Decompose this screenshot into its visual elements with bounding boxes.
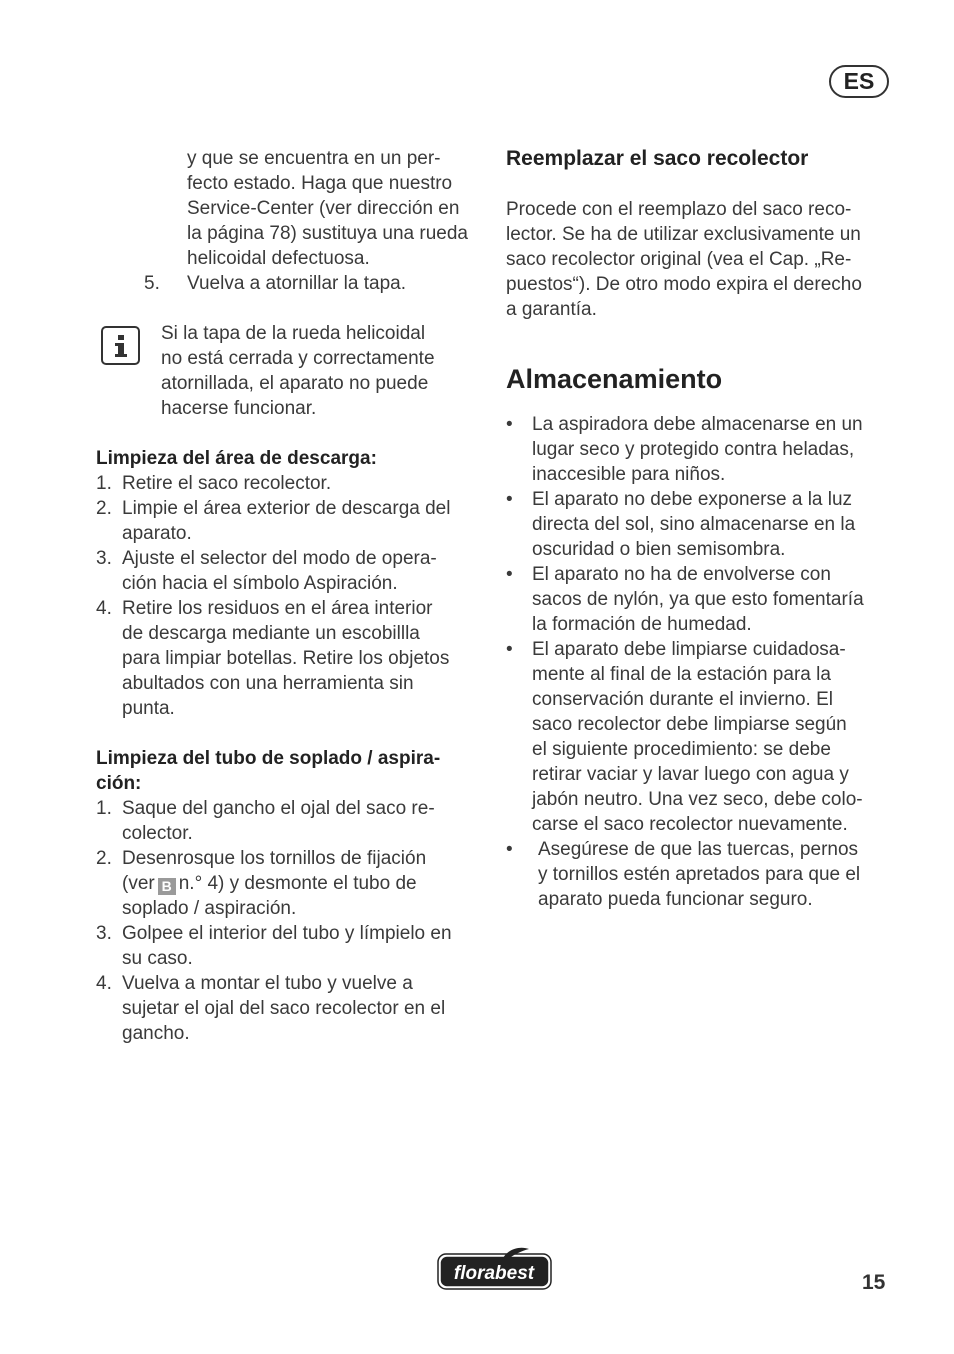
text-line: retirar vaciar y lavar luego con agua y: [532, 764, 849, 785]
text-line: n.° 4) y desmonte el tubo de: [178, 873, 417, 894]
bullet-text: [532, 412, 892, 487]
text-line: aparato pueda funcionar seguro.: [538, 889, 813, 910]
storage-list: [506, 412, 892, 912]
text-line: para limpiar botellas. Retire los objetos: [122, 648, 450, 669]
text-line: puestos“). De otro modo expira el derecho: [506, 274, 862, 295]
text-line: Golpee el interior del tubo y límpielo en: [122, 923, 452, 944]
list-item: [506, 412, 892, 487]
text-line: ción hacia el símbolo Aspiración.: [122, 573, 398, 594]
bullet: •: [506, 639, 513, 660]
text-line: gancho.: [122, 1023, 190, 1044]
text-line: inaccesible para niños.: [532, 464, 726, 485]
step-number: 1.: [96, 473, 112, 494]
storage-heading: Almacenamiento: [506, 364, 723, 394]
continuation-text: [96, 146, 480, 271]
text-line: sujetar el ojal del saco recolector en el: [122, 998, 446, 1019]
text-line: hacerse funcionar.: [161, 398, 317, 419]
list-item: [506, 487, 892, 562]
bullet: •: [506, 564, 513, 585]
list-item: [96, 921, 480, 971]
text-line: saco recolector debe limpiarse según: [532, 714, 847, 735]
text-line: lugar seco y protegido contra heladas,: [532, 439, 855, 460]
step-text: [122, 496, 480, 546]
section-heading-discharge: Limpieza del área de descarga:: [96, 448, 377, 469]
list-item: [506, 637, 892, 837]
list-item: [96, 596, 480, 721]
step-number: 5.: [144, 273, 160, 294]
text-line: carse el saco recolector nuevamente.: [532, 814, 848, 835]
text-line: fecto estado. Haga que nuestro: [187, 173, 453, 194]
tube-steps-list: [96, 796, 480, 1046]
list-item: [96, 796, 480, 846]
info-icon: [101, 326, 140, 365]
language-badge: ES: [829, 65, 889, 98]
bullet-text: [532, 487, 892, 562]
florabest-logo: [437, 1246, 553, 1290]
text-line: Retire los residuos en el área interior: [122, 598, 433, 619]
text-line: Saque del gancho el ojal del saco re-: [122, 798, 435, 819]
bullet-text: [532, 637, 892, 837]
text-line: y que se encuentra en un per-: [187, 148, 441, 169]
text-line: atornillada, el aparato no puede: [161, 373, 429, 394]
text-line: abultados con una herramienta sin: [122, 673, 414, 694]
step-text: [122, 796, 480, 846]
text-line: conservación durante el invierno. El: [532, 689, 834, 710]
text-line: sacos de nylón, ya que esto fomentaría: [532, 589, 864, 610]
text-line: Limpieza del tubo de soplado / aspira-: [96, 748, 441, 769]
step-text: [122, 971, 480, 1046]
text-line: y tornillos estén apretados para que el: [538, 864, 861, 885]
figure-reference-b: B: [158, 878, 176, 895]
text-line: Vuelva a montar el tubo y vuelve a: [122, 973, 413, 994]
step-number: 2.: [96, 848, 112, 869]
text-line: aparato.: [122, 523, 192, 544]
text-line: helicoidal defectuosa.: [187, 248, 370, 269]
text-line: Service-Center (ver dirección en: [187, 198, 460, 219]
text-line: mente al final de la estación para la: [532, 664, 831, 685]
text-line: El aparato no ha de envolverse con: [532, 564, 831, 585]
section-heading-tube: [96, 746, 480, 796]
text-line: oscuridad o bien semisombra.: [532, 539, 786, 560]
text-line: (ver: [122, 873, 155, 894]
list-item: [506, 562, 892, 637]
step-text: Vuelva a atornillar la tapa.: [187, 273, 406, 294]
step-number: 1.: [96, 798, 112, 819]
list-item: [96, 496, 480, 546]
left-column: [96, 146, 480, 1046]
text-line: El aparato no debe exponerse a la luz: [532, 489, 853, 510]
step-text: [122, 546, 480, 596]
text-line: ción:: [96, 773, 142, 794]
text-line: el siguiente procedimiento: se debe: [532, 739, 831, 760]
list-item: [96, 546, 480, 596]
text-line: saco recolector original (vea el Cap. „Re-: [506, 249, 852, 270]
list-item: [96, 471, 480, 496]
list-item: [506, 837, 892, 912]
text-line: no está cerrada y correctamente: [161, 348, 435, 369]
bullet-text: [532, 562, 892, 637]
text-line: Asegúrese de que las tuercas, pernos: [538, 839, 859, 860]
text-line: Limpie el área exterior de descarga del: [122, 498, 451, 519]
text-line: directa del sol, sino almacenarse en la: [532, 514, 856, 535]
text-line: soplado / aspiración.: [122, 898, 297, 919]
right-column: [506, 146, 892, 912]
text-line: Desenrosque los tornillos de fijación: [122, 848, 427, 869]
text-line: Si la tapa de la rueda helicoidal: [161, 323, 426, 344]
step-number: 2.: [96, 498, 112, 519]
replace-bag-paragraph: [506, 197, 892, 322]
list-item: [96, 971, 480, 1046]
step-number: 4.: [96, 973, 112, 994]
logo-text: florabest: [453, 1263, 535, 1284]
info-note: [96, 321, 480, 421]
bullet: •: [506, 414, 513, 435]
text-line: La aspiradora debe almacenarse en un: [532, 414, 863, 435]
bullet: •: [506, 839, 513, 860]
step-text: [122, 921, 480, 971]
text-line: su caso.: [122, 948, 193, 969]
text-line: Procede con el reemplazo del saco reco-: [506, 199, 852, 220]
text-line: a garantía.: [506, 299, 597, 320]
step-number: 3.: [96, 548, 112, 569]
text-line: El aparato debe limpiarse cuidadosa-: [532, 639, 846, 660]
replace-bag-heading: Reemplazar el saco recolector: [506, 147, 809, 170]
text-line: la formación de humedad.: [532, 614, 752, 635]
text-line: Ajuste el selector del modo de opera-: [122, 548, 437, 569]
step-5: [96, 271, 480, 296]
text-line: de descarga mediante un escobillla: [122, 623, 420, 644]
bullet: •: [506, 489, 513, 510]
text-line: lector. Se ha de utilizar exclusivamente un: [506, 224, 861, 245]
step-text: [122, 846, 480, 921]
text-line: la página 78) sustituya una rueda: [187, 223, 468, 244]
step-number: 3.: [96, 923, 112, 944]
note-text: [161, 321, 480, 421]
text-line: jabón neutro. Una vez seco, debe colo-: [532, 789, 863, 810]
text-line: colector.: [122, 823, 193, 844]
text-line: punta.: [122, 698, 175, 719]
list-item: [96, 846, 480, 921]
step-text: Retire el saco recolector.: [122, 473, 332, 494]
bullet-text: [538, 837, 892, 912]
step-text: [122, 596, 480, 721]
page-number: 15: [862, 1271, 886, 1294]
discharge-steps-list: [96, 471, 480, 721]
step-number: 4.: [96, 598, 112, 619]
